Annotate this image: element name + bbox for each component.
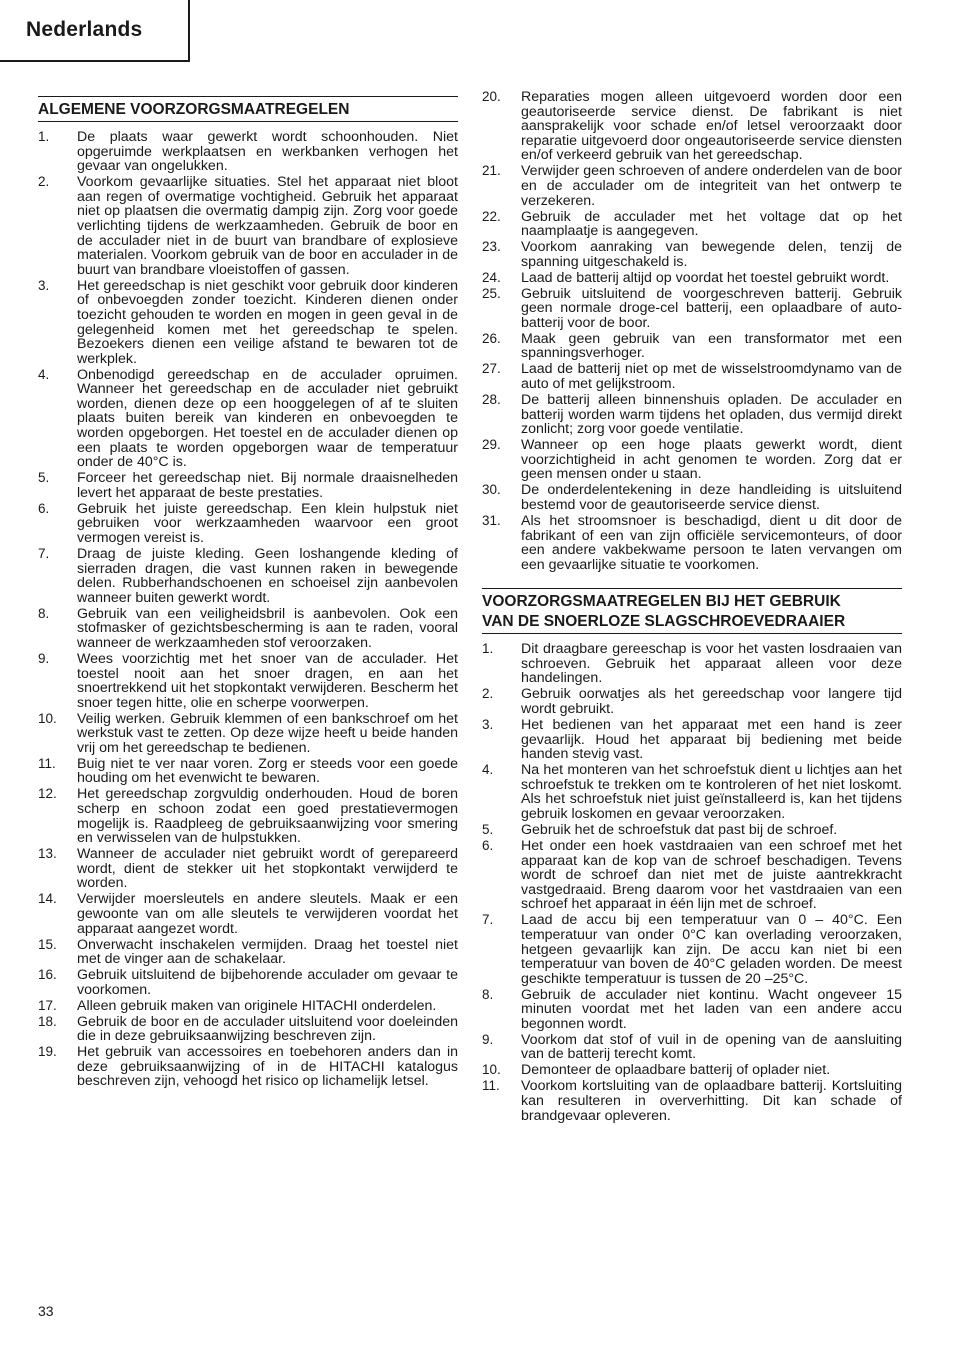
impact-driver-precautions-list xyxy=(482,642,902,1123)
item-number: 19. xyxy=(38,1044,57,1060)
item-text: Gebruik uitsluitend de bijbehorende acculader om gevaar te voorkomen. xyxy=(77,967,458,998)
list-item xyxy=(482,1079,902,1123)
item-text: Reparaties mogen alleen uitgevoerd worden door een geautoriseerde service dienst. De fabrikant is niet aansprakelijk voor schade en/of letsel veroorzaakt door reparatie uitgevoerd door ongeautoriseerde service diensten en/of verkeerd gebruik van het gereedschap. xyxy=(521,89,902,164)
item-number: 22. xyxy=(482,208,501,224)
list-item xyxy=(482,718,902,762)
item-number: 11. xyxy=(482,1078,500,1094)
item-text: Laad de batterij niet op met de wisselstroomdynamo van de auto of met gelijkstroom. xyxy=(521,361,902,393)
item-number: 4. xyxy=(38,366,50,382)
item-number: 18. xyxy=(38,1013,57,1029)
item-number: 5. xyxy=(38,470,50,486)
list-item xyxy=(38,368,458,470)
item-text: Verwijder geen schroeven of andere onderdelen van de boor en de acculader om de integriteit van het ontwerp te verzekeren. xyxy=(521,163,902,209)
item-number: 27. xyxy=(482,361,501,377)
list-item xyxy=(482,90,902,163)
list-item xyxy=(38,471,458,500)
language-label: Nederlands xyxy=(26,18,143,41)
list-item xyxy=(38,847,458,891)
list-item xyxy=(38,652,458,710)
item-number: 15. xyxy=(38,936,57,952)
list-item xyxy=(38,547,458,605)
item-text: Het onder een hoek vastdraaien van een schroef met het apparaat kan de kop van de schroef beschadigen. Tevens wordt de schroef dan niet met de juiste aantrekkracht vastgedraaid. Breng daarom voor het vastdraaien van een schroef het apparaat in één lijn met de schroef. xyxy=(521,837,902,913)
item-text: Het gereedschap is niet geschikt voor gebruik door kinderen of onbevoegden zonder toezicht. Kinderen dienen onder toezicht gehouden te worden en mogen in geen geval in de gelegenheid komen met het gereedschap te spelen. Bezoekers dienen een veilige afstand te bewaren tot de werkplek. xyxy=(77,277,458,367)
item-text: Voorkom gevaarlijke situaties. Stel het apparaat niet bloot aan regen of overmatige vochtigheid. Gebruik het apparaat niet op plaatsen die overmatig dampig zijn. Zorg voor goede verlichting tijdens de werkzaamheden. Gebruik de boor en de acculader niet in de buurt van brandbare of explosieve materialen. Voorkom gebruik van de boor en acculader in de buurt van brandbare vloeistoffen of gassen. xyxy=(77,174,458,278)
item-text: Het gereedschap zorgvuldig onderhouden. Houd de boren scherp en schoon zodat een goed prestatievermogen mogelijk is. Raadpleeg de gebruiksaanwijzing voor smering en verwisselen van de hulpstukken. xyxy=(77,786,458,847)
list-item xyxy=(38,999,458,1014)
item-number: 7. xyxy=(482,912,494,928)
item-number: 16. xyxy=(38,967,57,983)
item-text: Gebruik de acculader met het voltage dat op het naamplaatje is aangegeven. xyxy=(521,208,902,240)
item-text: Voorkom aanraking van bewegende delen, tenzij de spanning uitgeschakeld is. xyxy=(521,239,902,270)
item-number: 1. xyxy=(38,129,50,144)
item-number: 6. xyxy=(38,500,50,516)
section-title-line: VAN DE SNOERLOZE SLAGSCHROEVEDRAAIER xyxy=(482,613,846,631)
item-text: Onbenodigd gereedschap en de acculader opruimen. Wanneer het gereedschap en de acculader niet gebruikt worden, dienen deze op een hooggelegen of af te sluiten plaats buiten bereik van kinderen en onbevoegden te worden opgeborgen. Het toestel en de acculader dienen op een plaats te worden opgeborgen waar de temperatuur onder de 40°C is. xyxy=(77,366,458,471)
item-number: 9. xyxy=(482,1031,494,1047)
list-item xyxy=(482,287,902,331)
item-text: Gebruik het de schroefstuk dat past bij de schroef. xyxy=(521,821,838,838)
list-item xyxy=(38,175,458,277)
item-text: Alleen gebruik maken van originele HITACHI onderdelen. xyxy=(77,997,437,1014)
item-text: Dit draagbare gereeschap is voor het vasten losdraaien van schroeven. Gebruik het apparaat alleen voor deze handelingen. xyxy=(521,641,902,687)
item-text: Gebruik oorwatjes als het gereedschap voor langere tijd wordt gebruikt. xyxy=(521,686,902,718)
item-text: Laad de accu bij een temperatuur van 0 – 40°C. Een temperatuur van onder 0°C kan overlading veroorzaken, hetgeen gevaarlijk kan zijn. De accu kan niet bi een temperatuur van boven de 40°C geladen worden. De meest geschikte temperatuur is tussen de 20 –25°C. xyxy=(521,912,902,987)
list-item xyxy=(482,271,902,286)
language-tab xyxy=(0,0,190,62)
list-item xyxy=(38,757,458,786)
item-text: De onderdelentekening in deze handleiding is uitsluitend bestemd voor de geautoriseerde service dienst. xyxy=(521,482,902,513)
list-item xyxy=(482,763,902,821)
list-item xyxy=(482,514,902,572)
item-number: 5. xyxy=(482,821,494,837)
item-number: 3. xyxy=(482,717,494,733)
item-number: 14. xyxy=(38,891,57,907)
item-number: 11. xyxy=(38,755,56,771)
list-item xyxy=(482,210,902,239)
item-number: 3. xyxy=(38,277,50,293)
item-number: 2. xyxy=(482,686,494,702)
item-number: 4. xyxy=(482,762,494,778)
item-number: 30. xyxy=(482,482,501,498)
list-item xyxy=(38,1015,458,1044)
item-text: Gebruik uitsluitend de voorgeschreven batterij. Gebruik geen normale droge-cel batterij, een oplaadbare of auto-batterij voor de boor. xyxy=(521,285,902,331)
list-item xyxy=(482,687,902,716)
list-item xyxy=(38,130,458,174)
item-number: 21. xyxy=(482,163,501,179)
item-text: Laad de batterij altijd op voordat het toestel gebruikt wordt. xyxy=(521,269,890,286)
item-number: 13. xyxy=(38,846,57,862)
list-item xyxy=(38,787,458,845)
list-item xyxy=(482,988,902,1032)
list-item xyxy=(482,823,902,838)
item-text: Buig niet te ver naar voren. Zorg er steeds voor een goede houding om het evenwicht te bewaren. xyxy=(77,755,458,787)
item-number: 8. xyxy=(38,605,50,621)
list-item xyxy=(38,607,458,651)
item-number: 17. xyxy=(38,997,57,1013)
list-item xyxy=(482,1033,902,1062)
item-text: Wanneer op een hoge plaats gewerkt wordt, dient voorzichtigheid in acht genomen te worden. Zorg dat er geen mensen onder u staan. xyxy=(521,437,902,483)
list-item xyxy=(482,393,902,437)
page-number: 33 xyxy=(38,1303,54,1319)
item-text: Forceer het gereedschap niet. Bij normale draaisnelheden levert het apparaat de beste prestaties. xyxy=(77,470,458,501)
item-text: Voorkom dat stof of vuil in de opening van de aansluiting van de batterij terecht komt. xyxy=(521,1031,902,1063)
item-text: Wees voorzichtig met het snoer van de acculader. Het toestel nooit aan het snoer dragen, en aan het snoertrekkend uit het stopkontakt verwijderen. Bescherm het snoer tegen hitte, olie en scherpe voorwerpen. xyxy=(77,650,458,711)
list-item xyxy=(38,968,458,997)
item-number: 12. xyxy=(38,786,57,802)
list-item xyxy=(482,438,902,482)
item-number: 28. xyxy=(482,392,501,407)
list-item xyxy=(482,240,902,269)
list-item xyxy=(38,502,458,546)
list-item xyxy=(38,938,458,967)
right-column xyxy=(482,90,902,1125)
item-text: Als het stroomsnoer is beschadigd, dient u dit door de fabrikant of een van zijn officiële servicemonteurs, of door een andere vakbekwame persoon te laten vervangen om een gevaarlijke situatie te voorkomen. xyxy=(521,512,902,573)
item-text: Gebruik de acculader niet kontinu. Wacht ongeveer 15 minuten voordat met het laden van een andere accu begonnen wordt. xyxy=(521,986,902,1032)
item-text: De batterij alleen binnenshuis opladen. De acculader en batterij worden warm tijdens het opladen, dus vermijd direkt zonlicht; zorg voor goede ventilatie. xyxy=(521,392,902,438)
item-number: 25. xyxy=(482,285,501,301)
list-item xyxy=(38,279,458,367)
item-text: Onverwacht inschakelen vermijden. Draag het toestel niet met de vinger aan de schakelaar. xyxy=(77,936,458,968)
item-text: Het bedienen van het apparaat met een hand is zeer gevaarlijk. Houd het apparaat bij bediening met beide handen stevig vast. xyxy=(521,717,902,763)
list-item xyxy=(38,1045,458,1089)
general-precautions-list xyxy=(38,130,458,1089)
item-text: Voorkom kortsluiting van de oplaadbare batterij. Kortsluiting kan resulteren in oververhitting. Dit kan schade of brandgevaar opleveren. xyxy=(521,1078,902,1124)
general-precautions-list-continued xyxy=(482,90,902,572)
list-item xyxy=(482,839,902,912)
item-text: Wanneer de acculader niet gebruikt wordt of gerepareerd wordt, dient de stekker uit het stopkontakt verwijderd te worden. xyxy=(77,846,458,892)
item-number: 10. xyxy=(38,710,57,726)
list-item xyxy=(482,483,902,512)
section-title-general: ALGEMENE VOORZORGSMAATREGELEN xyxy=(38,96,458,122)
item-text: Draag de juiste kleding. Geen loshangende kleding of sierraden dragen, die vast kunnen raken in bewegende delen. Rubberhandschoenen en schoeisel zijn aanbevolen wanneer buiten gewerkt wordt. xyxy=(77,545,458,606)
list-item xyxy=(482,1063,902,1078)
list-item xyxy=(38,712,458,756)
item-text: De plaats waar gewerkt wordt schoonhouden. Niet opgeruimde werkplaatsen en werkbanken verhogen het gevaar van ongelukken. xyxy=(77,129,458,175)
item-text: Gebruik van een veiligheidsbril is aanbevolen. Ook een stofmasker of gezichtsbescherming is aan te raden, vooral wanneer de werkzaamheden stof veroorzaken. xyxy=(77,605,458,651)
item-number: 26. xyxy=(482,330,501,346)
list-item xyxy=(38,892,458,936)
item-text: Het gebruik van accessoires en toebehoren anders dan in deze gebruiksaanwijzing of in de HITACHI katalogus beschreven zijn, vehoogd het risico op lichamelijk letsel. xyxy=(77,1044,458,1090)
item-text: Maak geen gebruik van een transformator met een spanningsverhoger. xyxy=(521,330,902,362)
item-number: 1. xyxy=(482,641,494,657)
item-number: 7. xyxy=(38,545,50,561)
item-number: 31. xyxy=(482,512,501,528)
section-title-impact-driver xyxy=(482,588,902,634)
item-text: Demonteer de oplaadbare batterij of oplader niet. xyxy=(521,1062,831,1079)
item-number: 8. xyxy=(482,986,494,1002)
item-number: 24. xyxy=(482,269,501,285)
item-number: 9. xyxy=(38,650,50,666)
list-item xyxy=(482,362,902,391)
list-item xyxy=(482,913,902,986)
item-number: 20. xyxy=(482,89,501,104)
item-text: Veilig werken. Gebruik klemmen of een bankschroef om het werkstuk vast te zetten. Op deze wijze heeft u beide handen vrij om het gereedschap te bedienen. xyxy=(77,710,458,756)
section-title-line: VOORZORGSMAATREGELEN BIJ HET GEBRUIK xyxy=(482,593,841,611)
left-column xyxy=(38,90,458,1090)
item-text: Verwijder moersleutels en andere sleutels. Maak er een gewoonte van om alle sleutels te verwijderen voordat het apparaat aangezet wordt. xyxy=(77,891,458,937)
item-text: Gebruik de boor en de acculader uitsluitend voor doeleinden die in deze gebruiksaanwijzing beschreven zijn. xyxy=(77,1013,458,1045)
item-number: 6. xyxy=(482,837,494,853)
list-item xyxy=(482,642,902,686)
list-item xyxy=(482,332,902,361)
item-text: Gebruik het juiste gereedschap. Een klein hulpstuk niet gebruiken voor werkzaamheden waarvoor een groot vermogen vereist is. xyxy=(77,500,458,546)
item-number: 2. xyxy=(38,174,50,190)
item-text: Na het monteren van het schroefstuk dient u lichtjes aan het schroefstuk te trekken om te kontroleren of het niet loskomt. Als het schroefstuk niet juist geïnstalleerd is, kan het tijdens gebruik loskomen en gevaar veroorzaken. xyxy=(521,762,902,822)
list-item xyxy=(482,164,902,208)
item-number: 29. xyxy=(482,437,501,453)
item-number: 23. xyxy=(482,239,501,255)
item-number: 10. xyxy=(482,1062,501,1078)
